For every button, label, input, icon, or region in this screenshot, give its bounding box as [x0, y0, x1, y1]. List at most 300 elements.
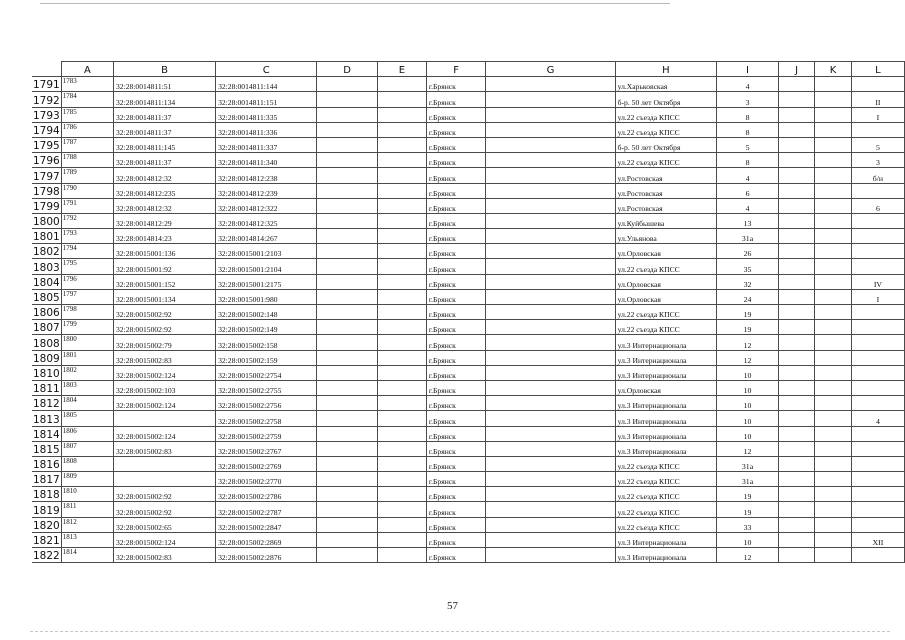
cell-j[interactable] — [778, 548, 814, 563]
cell-c[interactable]: 32:28:0014812:322 — [216, 198, 317, 213]
cell-e[interactable] — [377, 259, 426, 274]
cell-a[interactable]: 1810 — [61, 487, 113, 502]
cell-e[interactable] — [377, 213, 426, 228]
cell-g[interactable] — [486, 532, 615, 547]
cell-l[interactable] — [851, 456, 904, 471]
cell-l[interactable]: 5 — [851, 137, 904, 152]
cell-f[interactable]: г.Брянск — [426, 168, 486, 183]
cell-l[interactable]: IV — [851, 274, 904, 289]
cell-f[interactable]: г.Брянск — [426, 380, 486, 395]
cell-h[interactable]: б-р. 50 лет Октября — [615, 137, 717, 152]
row-number[interactable]: 1811 — [33, 380, 62, 395]
cell-g[interactable] — [486, 380, 615, 395]
cell-d[interactable] — [317, 137, 378, 152]
cell-f[interactable]: г.Брянск — [426, 183, 486, 198]
cell-a[interactable]: 1806 — [61, 426, 113, 441]
cell-i[interactable]: 8 — [717, 122, 779, 137]
cell-k[interactable] — [815, 441, 852, 456]
cell-a[interactable]: 1811 — [61, 502, 113, 517]
cell-k[interactable] — [815, 335, 852, 350]
cell-g[interactable] — [486, 487, 615, 502]
cell-f[interactable]: г.Брянск — [426, 532, 486, 547]
cell-j[interactable] — [778, 487, 814, 502]
cell-g[interactable] — [486, 396, 615, 411]
cell-j[interactable] — [778, 244, 814, 259]
cell-d[interactable] — [317, 365, 378, 380]
cell-d[interactable] — [317, 320, 378, 335]
cell-b[interactable]: 32:28:0015002:83 — [113, 441, 215, 456]
cell-l[interactable] — [851, 244, 904, 259]
row-number[interactable]: 1797 — [33, 168, 62, 183]
cell-d[interactable] — [317, 168, 378, 183]
cell-k[interactable] — [815, 456, 852, 471]
cell-h[interactable]: ул.22 съезда КПСС — [615, 517, 717, 532]
cell-f[interactable]: г.Брянск — [426, 320, 486, 335]
cell-g[interactable] — [486, 426, 615, 441]
cell-l[interactable] — [851, 335, 904, 350]
cell-a[interactable]: 1783 — [61, 77, 113, 92]
cell-c[interactable]: 32:28:0014812:239 — [216, 183, 317, 198]
column-header[interactable]: H — [615, 62, 717, 77]
cell-f[interactable]: г.Брянск — [426, 274, 486, 289]
cell-g[interactable] — [486, 107, 615, 122]
cell-l[interactable]: 6 — [851, 198, 904, 213]
cell-l[interactable] — [851, 472, 904, 487]
cell-i[interactable]: 33 — [717, 517, 779, 532]
cell-j[interactable] — [778, 335, 814, 350]
cell-a[interactable]: 1809 — [61, 472, 113, 487]
cell-c[interactable]: 32:28:0015002:2786 — [216, 487, 317, 502]
cell-j[interactable] — [778, 122, 814, 137]
cell-h[interactable]: ул.Ростовская — [615, 183, 717, 198]
cell-h[interactable]: ул.3 Интернационала — [615, 532, 717, 547]
cell-h[interactable]: ул.Орловская — [615, 380, 717, 395]
cell-c[interactable]: 32:28:0015001:980 — [216, 289, 317, 304]
cell-f[interactable]: г.Брянск — [426, 153, 486, 168]
cell-e[interactable] — [377, 229, 426, 244]
cell-d[interactable] — [317, 153, 378, 168]
cell-h[interactable]: ул.3 Интернационала — [615, 426, 717, 441]
cell-a[interactable]: 1787 — [61, 137, 113, 152]
cell-f[interactable]: г.Брянск — [426, 289, 486, 304]
cell-c[interactable]: 32:28:0014811:151 — [216, 92, 317, 107]
cell-d[interactable] — [317, 472, 378, 487]
cell-i[interactable]: 10 — [717, 365, 779, 380]
cell-i[interactable]: 12 — [717, 350, 779, 365]
cell-i[interactable]: 13 — [717, 213, 779, 228]
cell-b[interactable]: 32:28:0014812:29 — [113, 213, 215, 228]
row-number[interactable]: 1792 — [33, 92, 62, 107]
cell-h[interactable]: ул.3 Интернационала — [615, 411, 717, 426]
row-number[interactable]: 1793 — [33, 107, 62, 122]
row-number[interactable]: 1798 — [33, 183, 62, 198]
cell-h[interactable]: ул.Орловская — [615, 244, 717, 259]
cell-k[interactable] — [815, 77, 852, 92]
cell-i[interactable]: 12 — [717, 441, 779, 456]
cell-b[interactable]: 32:28:0015002:124 — [113, 365, 215, 380]
cell-k[interactable] — [815, 153, 852, 168]
cell-k[interactable] — [815, 548, 852, 563]
cell-a[interactable]: 1789 — [61, 168, 113, 183]
cell-b[interactable]: 32:28:0015002:103 — [113, 380, 215, 395]
cell-b[interactable]: 32:28:0015002:83 — [113, 548, 215, 563]
cell-f[interactable]: г.Брянск — [426, 137, 486, 152]
cell-h[interactable]: ул.Куйбышева — [615, 213, 717, 228]
cell-e[interactable] — [377, 365, 426, 380]
cell-d[interactable] — [317, 289, 378, 304]
cell-l[interactable]: XII — [851, 532, 904, 547]
cell-e[interactable] — [377, 532, 426, 547]
cell-i[interactable]: 24 — [717, 289, 779, 304]
cell-f[interactable]: г.Брянск — [426, 350, 486, 365]
cell-j[interactable] — [778, 107, 814, 122]
cell-l[interactable] — [851, 229, 904, 244]
cell-g[interactable] — [486, 259, 615, 274]
cell-d[interactable] — [317, 456, 378, 471]
cell-b[interactable]: 32:28:0014811:145 — [113, 137, 215, 152]
cell-h[interactable]: ул.22 съезда КПСС — [615, 305, 717, 320]
cell-d[interactable] — [317, 244, 378, 259]
cell-j[interactable] — [778, 77, 814, 92]
cell-e[interactable] — [377, 274, 426, 289]
cell-g[interactable] — [486, 183, 615, 198]
cell-a[interactable]: 1796 — [61, 274, 113, 289]
cell-i[interactable]: 6 — [717, 183, 779, 198]
cell-j[interactable] — [778, 441, 814, 456]
cell-f[interactable]: г.Брянск — [426, 213, 486, 228]
cell-g[interactable] — [486, 456, 615, 471]
cell-j[interactable] — [778, 350, 814, 365]
cell-e[interactable] — [377, 456, 426, 471]
cell-e[interactable] — [377, 107, 426, 122]
row-number[interactable]: 1791 — [33, 77, 62, 92]
row-number[interactable]: 1805 — [33, 289, 62, 304]
cell-l[interactable]: I — [851, 107, 904, 122]
row-number[interactable]: 1810 — [33, 365, 62, 380]
cell-h[interactable]: ул.22 съезда КПСС — [615, 487, 717, 502]
cell-c[interactable]: 32:28:0015002:2767 — [216, 441, 317, 456]
cell-e[interactable] — [377, 92, 426, 107]
cell-i[interactable]: 8 — [717, 153, 779, 168]
cell-k[interactable] — [815, 289, 852, 304]
cell-l[interactable] — [851, 305, 904, 320]
cell-f[interactable]: г.Брянск — [426, 77, 486, 92]
cell-e[interactable] — [377, 137, 426, 152]
cell-e[interactable] — [377, 168, 426, 183]
row-number[interactable]: 1799 — [33, 198, 62, 213]
cell-j[interactable] — [778, 289, 814, 304]
cell-b[interactable]: 32:28:0015002:92 — [113, 320, 215, 335]
cell-e[interactable] — [377, 548, 426, 563]
cell-a[interactable]: 1805 — [61, 411, 113, 426]
cell-h[interactable]: ул.3 Интернационала — [615, 365, 717, 380]
cell-l[interactable] — [851, 183, 904, 198]
cell-f[interactable]: г.Брянск — [426, 365, 486, 380]
cell-a[interactable]: 1790 — [61, 183, 113, 198]
cell-e[interactable] — [377, 198, 426, 213]
cell-l[interactable] — [851, 487, 904, 502]
cell-i[interactable]: 31а — [717, 229, 779, 244]
cell-c[interactable]: 32:28:0015002:2755 — [216, 380, 317, 395]
cell-g[interactable] — [486, 320, 615, 335]
cell-c[interactable]: 32:28:0015002:149 — [216, 320, 317, 335]
cell-f[interactable]: г.Брянск — [426, 487, 486, 502]
cell-j[interactable] — [778, 380, 814, 395]
cell-b[interactable]: 32:28:0014812:32 — [113, 198, 215, 213]
column-header[interactable]: L — [851, 62, 904, 77]
cell-f[interactable]: г.Брянск — [426, 426, 486, 441]
cell-g[interactable] — [486, 335, 615, 350]
cell-g[interactable] — [486, 244, 615, 259]
cell-g[interactable] — [486, 198, 615, 213]
cell-e[interactable] — [377, 487, 426, 502]
cell-c[interactable]: 32:28:0015002:2756 — [216, 396, 317, 411]
cell-c[interactable]: 32:28:0015002:2876 — [216, 548, 317, 563]
cell-i[interactable]: 19 — [717, 487, 779, 502]
cell-b[interactable]: 32:28:0014811:37 — [113, 153, 215, 168]
cell-i[interactable]: 4 — [717, 168, 779, 183]
cell-j[interactable] — [778, 274, 814, 289]
cell-h[interactable]: ул.Ростовская — [615, 198, 717, 213]
cell-c[interactable]: 32:28:0015001:2104 — [216, 259, 317, 274]
cell-d[interactable] — [317, 350, 378, 365]
cell-j[interactable] — [778, 365, 814, 380]
cell-b[interactable]: 32:28:0015002:92 — [113, 487, 215, 502]
row-number[interactable]: 1804 — [33, 274, 62, 289]
cell-d[interactable] — [317, 335, 378, 350]
cell-f[interactable]: г.Брянск — [426, 259, 486, 274]
cell-b[interactable]: 32:28:0015002:83 — [113, 350, 215, 365]
cell-k[interactable] — [815, 365, 852, 380]
cell-d[interactable] — [317, 122, 378, 137]
column-header[interactable]: F — [426, 62, 486, 77]
cell-e[interactable] — [377, 153, 426, 168]
cell-a[interactable]: 1793 — [61, 229, 113, 244]
cell-i[interactable]: 4 — [717, 77, 779, 92]
cell-h[interactable]: ул.22 съезда КПСС — [615, 472, 717, 487]
cell-b[interactable]: 32:28:0015001:152 — [113, 274, 215, 289]
cell-c[interactable]: 32:28:0015001:2103 — [216, 244, 317, 259]
cell-i[interactable]: 12 — [717, 335, 779, 350]
cell-c[interactable]: 32:28:0014812:238 — [216, 168, 317, 183]
cell-i[interactable]: 12 — [717, 548, 779, 563]
cell-h[interactable]: ул.22 съезда КПСС — [615, 320, 717, 335]
column-header[interactable]: B — [113, 62, 215, 77]
cell-e[interactable] — [377, 305, 426, 320]
cell-b[interactable]: 32:28:0014812:235 — [113, 183, 215, 198]
cell-a[interactable]: 1801 — [61, 350, 113, 365]
column-header[interactable]: D — [317, 62, 378, 77]
cell-h[interactable]: ул.Орловская — [615, 289, 717, 304]
cell-i[interactable]: 10 — [717, 426, 779, 441]
cell-j[interactable] — [778, 183, 814, 198]
cell-l[interactable] — [851, 396, 904, 411]
cell-l[interactable] — [851, 122, 904, 137]
cell-a[interactable]: 1802 — [61, 365, 113, 380]
cell-i[interactable]: 26 — [717, 244, 779, 259]
cell-f[interactable]: г.Брянск — [426, 441, 486, 456]
cell-c[interactable]: 32:28:0014812:325 — [216, 213, 317, 228]
cell-c[interactable]: 32:28:0015001:2175 — [216, 274, 317, 289]
cell-l[interactable] — [851, 441, 904, 456]
cell-c[interactable]: 32:28:0014811:337 — [216, 137, 317, 152]
row-number[interactable]: 1815 — [33, 441, 62, 456]
cell-c[interactable]: 32:28:0015002:158 — [216, 335, 317, 350]
cell-f[interactable]: г.Брянск — [426, 411, 486, 426]
row-number[interactable]: 1820 — [33, 517, 62, 532]
row-number[interactable]: 1814 — [33, 426, 62, 441]
cell-f[interactable]: г.Брянск — [426, 472, 486, 487]
cell-d[interactable] — [317, 229, 378, 244]
cell-i[interactable]: 4 — [717, 198, 779, 213]
cell-k[interactable] — [815, 259, 852, 274]
cell-i[interactable]: 19 — [717, 502, 779, 517]
cell-a[interactable]: 1800 — [61, 335, 113, 350]
cell-g[interactable] — [486, 548, 615, 563]
cell-a[interactable]: 1799 — [61, 320, 113, 335]
cell-c[interactable]: 32:28:0014811:144 — [216, 77, 317, 92]
cell-h[interactable]: ул.3 Интернационала — [615, 441, 717, 456]
row-number[interactable]: 1806 — [33, 305, 62, 320]
cell-d[interactable] — [317, 532, 378, 547]
cell-g[interactable] — [486, 502, 615, 517]
row-number[interactable]: 1813 — [33, 411, 62, 426]
cell-a[interactable]: 1808 — [61, 456, 113, 471]
cell-b[interactable]: 32:28:0014814:23 — [113, 229, 215, 244]
cell-h[interactable]: ул.22 съезда КПСС — [615, 153, 717, 168]
cell-h[interactable]: ул.Ростовская — [615, 168, 717, 183]
cell-i[interactable]: 19 — [717, 305, 779, 320]
cell-j[interactable] — [778, 472, 814, 487]
cell-k[interactable] — [815, 411, 852, 426]
cell-k[interactable] — [815, 229, 852, 244]
cell-h[interactable]: ул.22 съезда КПСС — [615, 107, 717, 122]
cell-b[interactable]: 32:28:0014811:37 — [113, 122, 215, 137]
cell-d[interactable] — [317, 107, 378, 122]
cell-i[interactable]: 5 — [717, 137, 779, 152]
cell-a[interactable]: 1785 — [61, 107, 113, 122]
cell-b[interactable]: 32:28:0014811:37 — [113, 107, 215, 122]
cell-g[interactable] — [486, 274, 615, 289]
cell-d[interactable] — [317, 487, 378, 502]
cell-d[interactable] — [317, 502, 378, 517]
cell-b[interactable]: 32:28:0015001:92 — [113, 259, 215, 274]
cell-k[interactable] — [815, 320, 852, 335]
cell-g[interactable] — [486, 289, 615, 304]
cell-b[interactable]: 32:28:0015001:136 — [113, 244, 215, 259]
cell-b[interactable] — [113, 456, 215, 471]
cell-j[interactable] — [778, 426, 814, 441]
cell-a[interactable]: 1804 — [61, 396, 113, 411]
cell-c[interactable]: 32:28:0015002:2770 — [216, 472, 317, 487]
cell-g[interactable] — [486, 441, 615, 456]
cell-d[interactable] — [317, 183, 378, 198]
cell-b[interactable] — [113, 411, 215, 426]
cell-d[interactable] — [317, 441, 378, 456]
cell-h[interactable]: ул.22 съезда КПСС — [615, 502, 717, 517]
cell-j[interactable] — [778, 259, 814, 274]
cell-b[interactable]: 32:28:0015002:79 — [113, 335, 215, 350]
cell-b[interactable]: 32:28:0015002:124 — [113, 426, 215, 441]
cell-f[interactable]: г.Брянск — [426, 335, 486, 350]
cell-a[interactable]: 1786 — [61, 122, 113, 137]
cell-l[interactable] — [851, 365, 904, 380]
cell-a[interactable]: 1813 — [61, 532, 113, 547]
cell-e[interactable] — [377, 289, 426, 304]
cell-k[interactable] — [815, 122, 852, 137]
cell-f[interactable]: г.Брянск — [426, 396, 486, 411]
cell-c[interactable]: 32:28:0014811:335 — [216, 107, 317, 122]
row-number[interactable]: 1796 — [33, 153, 62, 168]
cell-a[interactable]: 1807 — [61, 441, 113, 456]
cell-j[interactable] — [778, 153, 814, 168]
cell-c[interactable]: 32:28:0015002:2787 — [216, 502, 317, 517]
cell-b[interactable]: 32:28:0015001:134 — [113, 289, 215, 304]
cell-k[interactable] — [815, 487, 852, 502]
cell-c[interactable]: 32:28:0015002:2759 — [216, 426, 317, 441]
cell-a[interactable]: 1814 — [61, 548, 113, 563]
row-number[interactable]: 1816 — [33, 456, 62, 471]
cell-e[interactable] — [377, 122, 426, 137]
cell-j[interactable] — [778, 396, 814, 411]
row-number[interactable]: 1801 — [33, 229, 62, 244]
cell-l[interactable]: 3 — [851, 153, 904, 168]
cell-j[interactable] — [778, 456, 814, 471]
cell-a[interactable]: 1795 — [61, 259, 113, 274]
column-header[interactable]: A — [61, 62, 113, 77]
cell-i[interactable]: 8 — [717, 107, 779, 122]
cell-i[interactable]: 31а — [717, 472, 779, 487]
cell-k[interactable] — [815, 107, 852, 122]
cell-f[interactable]: г.Брянск — [426, 517, 486, 532]
cell-a[interactable]: 1812 — [61, 517, 113, 532]
cell-j[interactable] — [778, 229, 814, 244]
cell-e[interactable] — [377, 183, 426, 198]
cell-e[interactable] — [377, 472, 426, 487]
cell-k[interactable] — [815, 532, 852, 547]
cell-f[interactable]: г.Брянск — [426, 92, 486, 107]
cell-j[interactable] — [778, 532, 814, 547]
cell-j[interactable] — [778, 517, 814, 532]
cell-l[interactable] — [851, 502, 904, 517]
cell-d[interactable] — [317, 411, 378, 426]
cell-h[interactable]: ул.3 Интернационала — [615, 335, 717, 350]
cell-l[interactable] — [851, 77, 904, 92]
cell-c[interactable]: 32:28:0015002:2769 — [216, 456, 317, 471]
cell-i[interactable]: 10 — [717, 532, 779, 547]
cell-g[interactable] — [486, 411, 615, 426]
cell-c[interactable]: 32:28:0015002:2869 — [216, 532, 317, 547]
row-number[interactable]: 1794 — [33, 122, 62, 137]
cell-j[interactable] — [778, 411, 814, 426]
cell-b[interactable]: 32:28:0015002:92 — [113, 305, 215, 320]
cell-g[interactable] — [486, 122, 615, 137]
cell-k[interactable] — [815, 350, 852, 365]
cell-l[interactable] — [851, 548, 904, 563]
cell-g[interactable] — [486, 153, 615, 168]
cell-i[interactable]: 10 — [717, 411, 779, 426]
cell-g[interactable] — [486, 137, 615, 152]
cell-d[interactable] — [317, 305, 378, 320]
cell-k[interactable] — [815, 168, 852, 183]
cell-e[interactable] — [377, 77, 426, 92]
cell-d[interactable] — [317, 92, 378, 107]
cell-e[interactable] — [377, 517, 426, 532]
cell-l[interactable] — [851, 320, 904, 335]
cell-e[interactable] — [377, 396, 426, 411]
cell-e[interactable] — [377, 244, 426, 259]
cell-a[interactable]: 1794 — [61, 244, 113, 259]
